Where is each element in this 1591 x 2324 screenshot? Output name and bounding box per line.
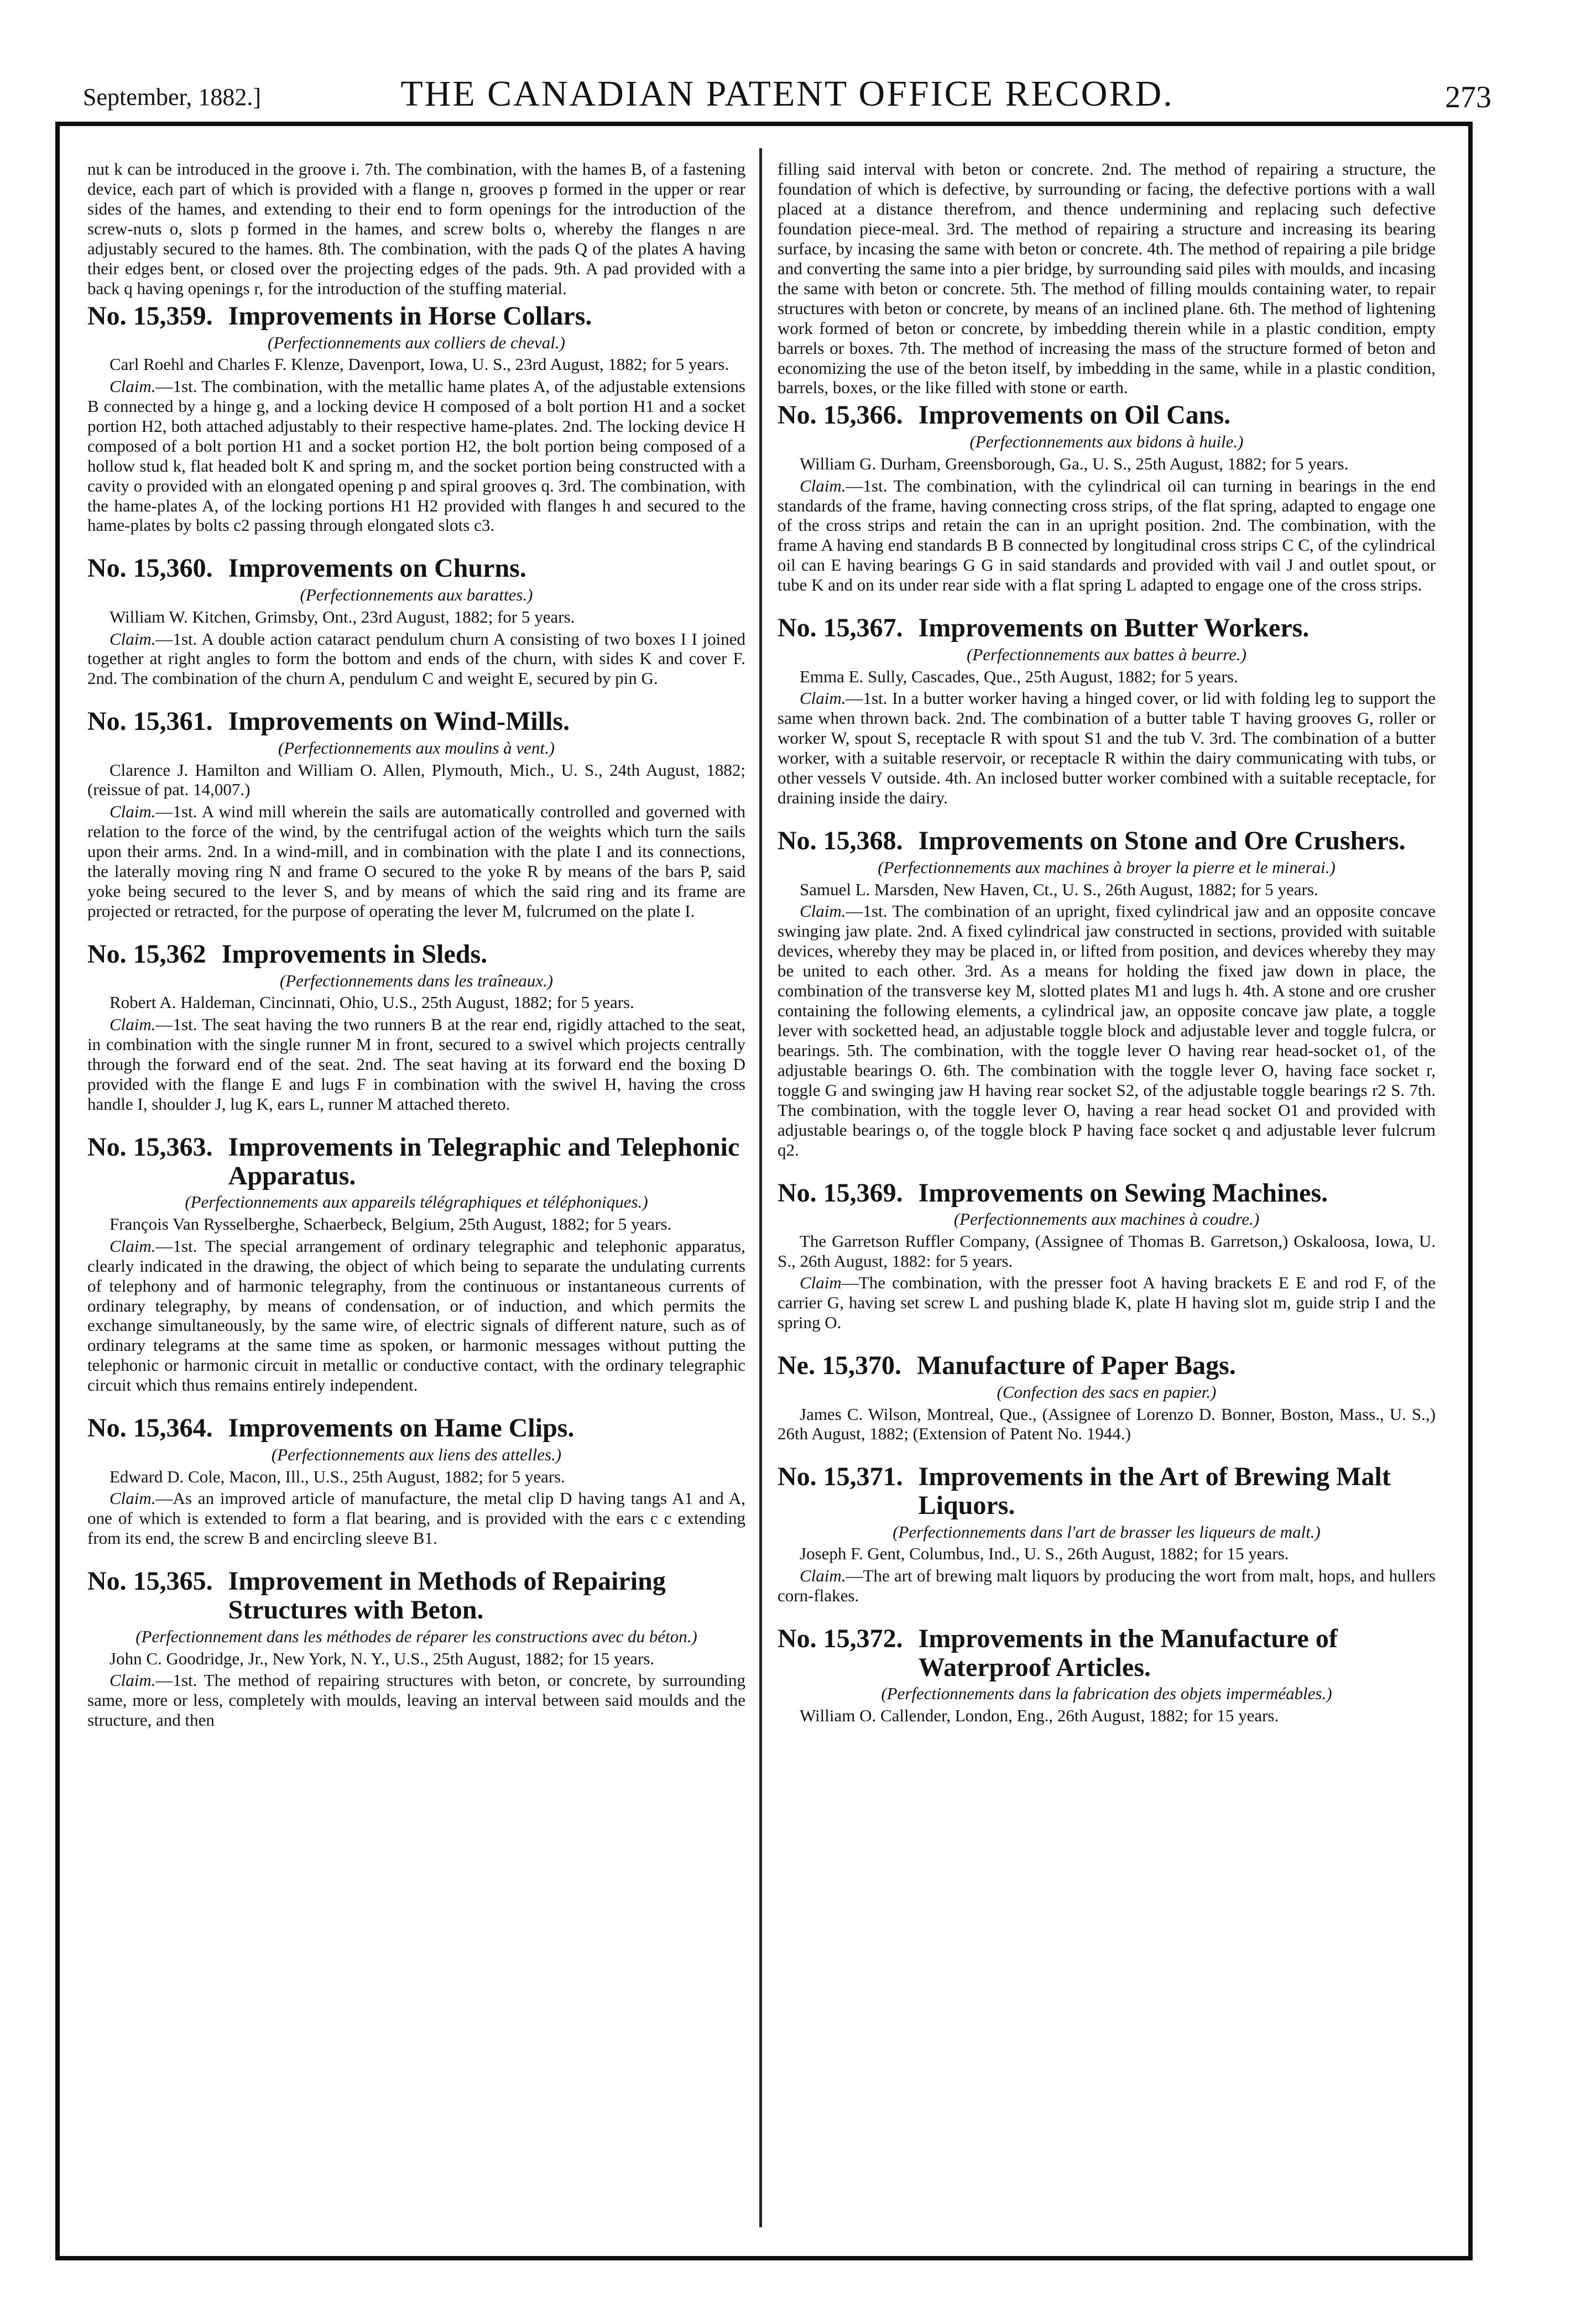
patent-headline bbox=[778, 827, 1436, 855]
patent-number: No. 15,360. bbox=[87, 553, 213, 583]
claim-label: Claim. bbox=[800, 1565, 846, 1585]
french-title: (Perfectionnements aux machines à broyer la pierre et le minerai.) bbox=[878, 857, 1336, 877]
french-title: (Perfectionnement dans les méthodes de réparer les constructions avec du béton.) bbox=[135, 1626, 697, 1646]
french-title: (Perfectionnements aux appareils télégraphiques et téléphoniques.) bbox=[185, 1192, 648, 1212]
french-title: (Perfectionnements dans l'art de brasser les liqueurs de malt.) bbox=[893, 1522, 1321, 1542]
patent-number: Ne. 15,370. bbox=[778, 1351, 901, 1381]
patent-entry bbox=[778, 1351, 1436, 1444]
patent-headline bbox=[778, 614, 1436, 643]
issue-date: September, 1882.] bbox=[83, 83, 262, 111]
claim-label: Claim. bbox=[109, 629, 156, 649]
claim-paragraph bbox=[778, 688, 1436, 808]
patent-entry bbox=[778, 1179, 1436, 1333]
claim-paragraph bbox=[87, 377, 745, 536]
patent-number: No. 15,361. bbox=[87, 707, 213, 737]
inventor-line: Samuel L. Marsden, New Haven, Ct., U. S., 26th August, 1882; for 5 years. bbox=[800, 879, 1318, 899]
claim-label: Claim. bbox=[109, 1670, 156, 1690]
inventor-line: William G. Durham, Greensborough, Ga., U. S., 25th August, 1882; for 5 years. bbox=[800, 453, 1349, 473]
claim-paragraph bbox=[778, 476, 1436, 596]
patent-title: Manufacture of Paper Bags. bbox=[916, 1351, 1236, 1381]
patent-entry bbox=[778, 1625, 1436, 1726]
page-header bbox=[83, 66, 1491, 127]
patent-entry bbox=[778, 1463, 1436, 1606]
claim-text: —1st. The seat having the two runners B at the rear end, rigidly attached to the seat, in combination with the single runner M in front, secured to a swivel which projects centrally through the forward end of the seat. 2nd. The seat having at its forward end the boxing D provided with the flange E and lugs F in combination with the swivel H, having the cross handle I, shoulder J, lug K, ears L, runner M attached thereto. bbox=[87, 1014, 745, 1114]
patent-entry bbox=[87, 1133, 745, 1396]
french-title: (Perfectionnements aux moulins à vent.) bbox=[278, 738, 555, 758]
patent-title: Improvements in Telegraphic and Telephonic Apparatus. bbox=[228, 1132, 740, 1190]
inventor-line: John C. Goodridge, Jr., New York, N. Y., U.S., 25th August, 1882; for 15 years. bbox=[109, 1648, 655, 1668]
claim-label: Claim. bbox=[109, 1014, 156, 1034]
french-title: (Confection des sacs en papier.) bbox=[997, 1382, 1217, 1402]
french-title: (Perfectionnements aux battes à beurre.) bbox=[967, 645, 1246, 665]
patent-entry bbox=[778, 827, 1436, 1160]
left-patent-list bbox=[87, 302, 745, 1730]
french-title: (Perfectionnements aux liens des attelles.) bbox=[271, 1445, 562, 1465]
right-patent-list bbox=[778, 401, 1436, 1725]
patent-title: Improvements in Sleds. bbox=[221, 939, 488, 969]
claim-paragraph bbox=[778, 901, 1436, 1160]
patent-headline bbox=[87, 1414, 745, 1443]
claim-text: —The combination, with the presser foot A having brackets E E and rod F, of the carrier G, having set screw L and pushing blade K, plate H having slot m, guide strip I and the spring O. bbox=[778, 1273, 1436, 1333]
claim-text: —1st. The combination, with the metallic hame plates A, of the adjustable extensions B connected by a hinge g, and a locking device H composed of a bolt portion H1 and a socket portion H2, both attached adjustably to their respective hame-plates. 2nd. The locking device H composed of a bolt portion H1 and a socket portion H2, the bolt portion being composed of a hollow stud k, flat headed bolt K and spring m, and the socket portion being constructed with a cavity o provided with an elongated opening p and spiral grooves q. 3rd. The combination, with the hame-plates A, of the locking portions H1 H2 provided with flanges h and secured to the hame-plates by bolts c2 passing through elongated slots c3. bbox=[87, 376, 745, 535]
claim-text: —1st. The special arrangement of ordinary telegraphic and telephonic apparatus, clearly indicated in the drawing, the object of which being to separate the undulating currents of telephony and of harmonic telegraphy, from the continuous or instantaneous currents of ordinary telegraphy, by means of condensation, or of induction, and which permits the exchange simultaneously, by the same wire, of electric signals of different nature, such as of ordinary telegrams at the same time as spoken, or harmonic messages without putting the telephonic or harmonic circuit in metallic or conductive contact, with the ordinary telegraphic circuit which thus remains entirely independent. bbox=[87, 1236, 745, 1395]
patent-headline bbox=[87, 707, 745, 736]
patent-headline bbox=[778, 401, 1436, 430]
patent-number: No. 15,362 bbox=[87, 939, 206, 969]
inventor-line: Robert A. Haldeman, Cincinnati, Ohio, U.S., 25th August, 1882; for 5 years. bbox=[109, 993, 634, 1012]
column-divider bbox=[759, 148, 762, 2227]
claim-paragraph bbox=[87, 1236, 745, 1396]
claim-text: —1st. A double action cataract pendulum churn A consisting of two boxes I I joined together at right angles to form the bottom and ends of the churn, with sides K and cover F. 2nd. The combination of the churn A, pendulum C and weight E, secured by pin G. bbox=[87, 629, 745, 688]
patent-headline bbox=[87, 1567, 745, 1625]
inventor-line: Carl Roehl and Charles F. Klenze, Davenport, Iowa, U. S., 23rd August, 1882; for 5 years. bbox=[109, 354, 729, 374]
patent-number: No. 15,363. bbox=[87, 1132, 213, 1162]
claim-paragraph bbox=[87, 1670, 745, 1730]
inventor-line: William O. Callender, London, Eng., 26th August, 1882; for 15 years. bbox=[800, 1706, 1279, 1726]
page-frame bbox=[55, 122, 1473, 2260]
claim-label: Claim. bbox=[109, 1489, 156, 1508]
patent-title: Improvements on Butter Workers. bbox=[918, 613, 1310, 643]
inventor-line: Joseph F. Gent, Columbus, Ind., U. S., 26th August, 1882; for 15 years. bbox=[800, 1544, 1289, 1564]
inventor-line: William W. Kitchen, Grimsby, Ont., 23rd August, 1882; for 5 years. bbox=[109, 607, 575, 626]
continued-claim-text: nut k can be introduced in the groove i. 7th. The combination, with the hames B, of a fastening device, each part of which is provided with a flange n, grooves p formed in the upper or rear sides of the hames, and extending to their end to form openings for the introduction of the screw-nuts o, slots p formed in the hames, and screw bolts o, whereby the flanges n are adjustably secured to the hames. 8th. The combination, with the pads Q of the plates A having their edges bent, or closed over the projecting edges of the pads. 9th. A pad provided with a back q having openings r, for the introduction of the stuffing material. bbox=[87, 159, 745, 298]
journal-title: THE CANADIAN PATENT OFFICE RECORD. bbox=[400, 74, 1174, 114]
patent-entry bbox=[87, 302, 745, 536]
patent-headline bbox=[778, 1463, 1436, 1520]
claim-text: —1st. The combination, with the cylindrical oil can turning in bearings in the end standards of the frame, having connecting cross strips, of the flat spring, adapted to engage one of the cross strips and retain the can in an upright position. 2nd. The combination, with the frame A having end standards B B connected by longitudinal cross strips C C, of the cylindrical oil can E having bearings G G in said standards and provided with vail J and outlet spout, or tube K and on its under rear side with a flat spring L adapted to engage one of the cross strips. bbox=[778, 476, 1436, 595]
claim-text: —1st. In a butter worker having a hinged cover, or lid with folding leg to support the same when thrown back. 2nd. The combination of a butter table T having grooves G, roller or worker W, spout S, receptacle R with spout S1 and the tub V. 3rd. The combination of a butter worker, with a suitable reservoir, or receptacle R within the dairy communicating with tubs, or other vessels V outside. 4th. An inclosed butter worker combined with a suitable receptacle, for draining inside the dairy. bbox=[778, 688, 1436, 808]
patent-title: Improvements on Sewing Machines. bbox=[918, 1178, 1328, 1208]
claim-paragraph bbox=[778, 1273, 1436, 1333]
inventor-line: The Garretson Ruffler Company, (Assignee of Thomas B. Garretson,) Oskaloosa, Iowa, U. S., 26th August, 1882: for 5 years. bbox=[778, 1231, 1436, 1271]
patent-entry bbox=[87, 1414, 745, 1548]
patent-number: No. 15,365. bbox=[87, 1566, 213, 1596]
inventor-line: Emma E. Sully, Cascades, Que., 25th August, 1882; for 5 years. bbox=[800, 666, 1238, 686]
claim-label: Claim. bbox=[800, 901, 846, 921]
french-title: (Perfectionnements aux bidons à huile.) bbox=[969, 432, 1244, 452]
claim-label: Claim. bbox=[109, 376, 156, 396]
patent-headline bbox=[778, 1625, 1436, 1682]
patent-number: No. 15,359. bbox=[87, 301, 213, 331]
patent-headline bbox=[87, 940, 745, 969]
patent-entry bbox=[87, 940, 745, 1114]
inventor-line: Clarence J. Hamilton and William O. Allen, Plymouth, Mich., U. S., 24th August, 1882; (reissue of pat. 14,007.) bbox=[87, 760, 745, 800]
patent-number: No. 15,372. bbox=[778, 1623, 903, 1653]
page-number: 273 bbox=[1445, 80, 1491, 114]
patent-title: Improvements in Horse Collars. bbox=[228, 301, 592, 331]
patent-number: No. 15,364. bbox=[87, 1413, 213, 1443]
claim-text: —The art of brewing malt liquors by producing the wort from malt, hops, and hullers corn-flakes. bbox=[778, 1565, 1436, 1605]
claim-label: Claim bbox=[800, 1273, 842, 1293]
inventor-line: Edward D. Cole, Macon, Ill., U.S., 25th August, 1882; for 5 years. bbox=[109, 1466, 565, 1486]
inventor-line: James C. Wilson, Montreal, Que., (Assignee of Lorenzo D. Bonner, Boston, Mass., U. S.,) 26th August, 1882; (Extension of Patent No. 1944.) bbox=[778, 1404, 1436, 1444]
patent-entry bbox=[778, 614, 1436, 808]
claim-label: Claim. bbox=[109, 1236, 156, 1256]
patent-headline bbox=[778, 1351, 1436, 1380]
patent-number: No. 15,366. bbox=[778, 400, 903, 430]
patent-entry bbox=[87, 554, 745, 688]
claim-text: —1st. A wind mill wherein the sails are automatically controlled and governed with relation to the force of the wind, by the centrifugal action of the weights which turn the sails upon their arms. 2nd. In a wind-mill, and in combination with the plate I and its connections, the laterally moving ring N and frame O secured to the yoke R by means of the bars P, said yoke being secured to the lever S, and by means of which the said ring and its frame are projected or retracted, for the purpose of operating the lever M, fulcrumed on the plate I. bbox=[87, 802, 745, 921]
claim-text: —1st. The combination of an upright, fixed cylindrical jaw and an opposite concave swinging jaw plate. 2nd. A fixed cylindrical jaw constructed in sections, provided with suitable devices, whereby they may be placed in, or lifted from position, and devices whereby they may be united to each other. 3rd. As a means for holding the fixed jaw down in place, the combination of the transverse key M, slotted plates M1 and lugs h. 4th. A stone and ore crusher containing the following elements, a cylindrical jaw, an opposite concave jaw plate, a toggle lever with socketted head, an adjustable toggle block and adjustable lever and toggle fulcra, or bearings. 5th. The combination, with the toggle lever O having rear head-socket o1, of the adjustable bearings O. 6th. The combination with the toggle lever O, having face socket r, toggle G and swinging jaw H having rear socket S2, of the adjustable toggle bearings r2 S. 7th. The combination, with the toggle lever O, having a rear head socket O1 and provided with adjustable bearings o, of the toggle block P having face socket q and adjustable lever fulcrum q2. bbox=[778, 901, 1436, 1160]
patent-entry bbox=[87, 1567, 745, 1730]
claim-text: —1st. The method of repairing structures with beton, or concrete, by surrounding same, more or less, completely with moulds, leaving an interval between said moulds and the structure, and then bbox=[87, 1670, 745, 1730]
patent-headline bbox=[778, 1179, 1436, 1208]
claim-paragraph bbox=[87, 802, 745, 921]
claim-paragraph bbox=[87, 1015, 745, 1114]
claim-paragraph bbox=[778, 1566, 1436, 1606]
french-title: (Perfectionnements aux barattes.) bbox=[300, 585, 533, 605]
patent-headline bbox=[87, 302, 745, 331]
french-title: (Perfectionnements dans la fabrication des objets imperméables.) bbox=[881, 1684, 1332, 1704]
patent-title: Improvements on Stone and Ore Crushers. bbox=[918, 826, 1406, 856]
patent-number: No. 15,368. bbox=[778, 826, 903, 856]
patent-number: No. 15,367. bbox=[778, 613, 903, 643]
claim-label: Claim. bbox=[800, 476, 846, 495]
right-column bbox=[778, 159, 1436, 2216]
claim-paragraph bbox=[87, 1489, 745, 1548]
patent-title: Improvements on Churns. bbox=[228, 553, 526, 583]
patent-headline bbox=[87, 554, 745, 583]
patent-title: Improvements on Wind-Mills. bbox=[228, 707, 570, 737]
patent-number: No. 15,369. bbox=[778, 1178, 903, 1208]
patent-entry bbox=[778, 401, 1436, 595]
patent-title: Improvements in the Manufacture of Waterproof Articles. bbox=[918, 1623, 1338, 1682]
patent-title: Improvements on Hame Clips. bbox=[228, 1413, 575, 1443]
patent-title: Improvement in Methods of Repairing Structures with Beton. bbox=[228, 1566, 666, 1625]
continued-claim-text: filling said interval with beton or concrete. 2nd. The method of repairing a structure, the foundation of which is defective, by surrounding or facing, the defective portions with a wall placed at a distance therefrom, and thence undermining and replacing such defective foundation piece-meal. 3rd. The method of repairing a structure and increasing its bearing surface, by incasing the same with beton or concrete. 4th. The method of repairing a pile bridge and converting the same into a pier bridge, by surrounding said piles with moulds, and incasing the same with beton or concrete. 5th. The method of filling moulds containing water, to repair structures with beton or concrete, by means of an inclined plane. 6th. The method of lightening work formed of beton or concrete, by imbedding therein while in a plastic condition, empty barrels or boxes. 7th. The method of increasing the mass of the structure formed of beton and economizing the use of the beton itself, by imbedding in the same, while in a plastic condition, barrels, boxes, or the like filled with stone or earth. bbox=[778, 159, 1436, 398]
claim-paragraph bbox=[87, 629, 745, 689]
claim-label: Claim. bbox=[800, 688, 846, 708]
patent-headline bbox=[87, 1133, 745, 1190]
left-column bbox=[87, 159, 745, 2216]
french-title: (Perfectionnements aux colliers de cheval.) bbox=[268, 332, 565, 352]
patent-title: Improvements on Oil Cans. bbox=[918, 400, 1231, 430]
inventor-line: François Van Rysselberghe, Schaerbeck, Belgium, 25th August, 1882; for 5 years. bbox=[109, 1214, 672, 1234]
claim-text: —As an improved article of manufacture, the metal clip D having tangs A1 and A, one of which is extended to form a flat bearing, and is provided with the ears c c extending from its end, the screw B and encircling sleeve B1. bbox=[87, 1489, 745, 1548]
patent-title: Improvements in the Art of Brewing Malt Liquors. bbox=[918, 1461, 1391, 1520]
french-title: (Perfectionnements dans les traîneaux.) bbox=[279, 970, 554, 990]
patent-entry bbox=[87, 707, 745, 921]
claim-label: Claim. bbox=[109, 802, 156, 822]
patent-number: No. 15,371. bbox=[778, 1461, 903, 1491]
french-title: (Perfectionnements aux machines à coudre.) bbox=[953, 1209, 1260, 1229]
